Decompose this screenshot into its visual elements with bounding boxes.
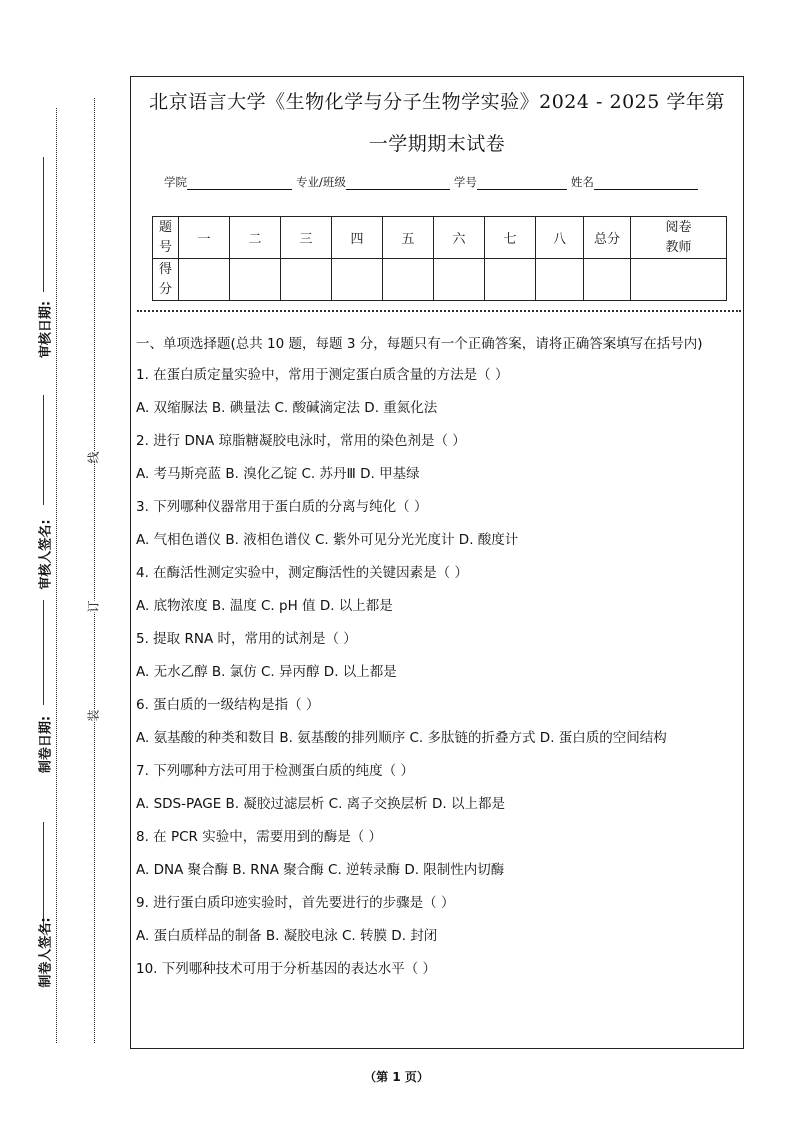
options-3: A. 气相色谱仪 B. 液相色谱仪 C. 紫外可见分光光度计 D. 酸度计: [136, 532, 519, 548]
options-7: A. SDS-PAGE B. 凝胶过滤层析 C. 离子交换层析 D. 以上都是: [136, 796, 505, 812]
score-table: [152, 216, 727, 301]
question-2: 2. 进行 DNA 琼脂糖凝胶电泳时，常用的染色剂是（ ）: [136, 433, 466, 449]
header-cell-2: 二: [230, 217, 281, 259]
options-8: A. DNA 聚合酶 B. RNA 聚合酶 C. 逆转录酶 D. 限制性内切酶: [136, 862, 505, 878]
score-row-label: 得 分: [153, 259, 179, 301]
maker-sign-label: 制卷人签名:: [38, 917, 54, 988]
header-cell-6: 六: [434, 217, 485, 259]
header-cell-label: 题 号: [153, 217, 179, 259]
score-cell-7[interactable]: [485, 259, 536, 301]
bind-char-ding: 订: [86, 600, 101, 613]
header-cell-5: 五: [383, 217, 434, 259]
separator-dotted-line: [137, 310, 741, 312]
page-number: （第 1 页）: [364, 1070, 429, 1084]
college-field[interactable]: [187, 176, 292, 190]
question-3: 3. 下列哪种仪器常用于蛋白质的分离与纯化（ ）: [136, 499, 428, 515]
header-cell-8: 八: [536, 217, 584, 259]
header-cell-total: 总分: [584, 217, 631, 259]
question-1: 1. 在蛋白质定量实验中，常用于测定蛋白质含量的方法是（ ）: [136, 367, 509, 383]
exam-title-line2: 一学期期末试卷: [368, 133, 506, 155]
student-info-row: [164, 174, 702, 190]
reviewer-sign-line: [43, 395, 44, 505]
question-6: 6. 蛋白质的一级结构是指（ ）: [136, 697, 320, 713]
major-label: 专业/班级: [296, 175, 346, 189]
bind-dotted-line: [94, 98, 95, 1043]
exam-title-line1: 北京语言大学《生物化学与分子生物学实验》2024 - 2025 学年第: [149, 91, 725, 113]
header-cell-1: 一: [179, 217, 230, 259]
options-5: A. 无水乙醇 B. 氯仿 C. 异丙醇 D. 以上都是: [136, 664, 397, 680]
question-8: 8. 在 PCR 实验中，需要用到的酶是（ ）: [136, 829, 382, 845]
options-9: A. 蛋白质样品的制备 B. 凝胶电泳 C. 转膜 D. 封闭: [136, 928, 438, 944]
score-table-header-row: [153, 217, 727, 259]
score-cell-1[interactable]: [179, 259, 230, 301]
student-id-label: 学号: [453, 175, 477, 189]
major-field[interactable]: [346, 176, 450, 190]
score-cell-4[interactable]: [332, 259, 383, 301]
options-1: A. 双缩脲法 B. 碘量法 C. 酸碱滴定法 D. 重氮化法: [136, 400, 438, 416]
header-cell-3: 三: [281, 217, 332, 259]
name-field[interactable]: [594, 176, 698, 190]
options-2: A. 考马斯亮蓝 B. 溴化乙锭 C. 苏丹Ⅲ D. 甲基绿: [136, 466, 420, 482]
student-id-field[interactable]: [477, 176, 567, 190]
exam-frame: [130, 76, 744, 1049]
header-cell-7: 七: [485, 217, 536, 259]
score-cell-total[interactable]: [584, 259, 631, 301]
review-date-label: 审核日期:: [38, 300, 54, 359]
make-date-label: 制卷日期:: [38, 715, 54, 774]
binding-margin: [0, 0, 130, 1122]
review-date-line: [43, 157, 44, 292]
header-cell-4: 四: [332, 217, 383, 259]
options-4: A. 底物浓度 B. 温度 C. pH 值 D. 以上都是: [136, 598, 393, 614]
question-4: 4. 在酶活性测定实验中，测定酶活性的关键因素是（ ）: [136, 565, 468, 581]
score-cell-8[interactable]: [536, 259, 584, 301]
make-date-line: [43, 600, 44, 705]
bind-char-zhuang: 装: [86, 709, 101, 722]
name-label: 姓名: [570, 175, 594, 189]
header-cell-grader: 阅卷 教师: [631, 217, 727, 259]
reviewer-sign-label: 审核人签名:: [38, 519, 54, 590]
score-cell-grader[interactable]: [631, 259, 727, 301]
section-heading: 一、单项选择题(总共 10 题，每题 3 分，每题只有一个正确答案，请将正确答案填写在括号内): [136, 336, 703, 352]
score-cell-2[interactable]: [230, 259, 281, 301]
score-cell-5[interactable]: [383, 259, 434, 301]
bind-char-xian: 线: [86, 451, 101, 464]
score-table-score-row: [153, 259, 727, 301]
score-cell-6[interactable]: [434, 259, 485, 301]
question-7: 7. 下列哪种方法可用于检测蛋白质的纯度（ ）: [136, 763, 414, 779]
questions-area: [136, 334, 741, 992]
options-6: A. 氨基酸的种类和数目 B. 氨基酸的排列顺序 C. 多肽链的折叠方式 D. 蛋白质的空间结构: [136, 730, 667, 746]
left-dotted-line: [56, 108, 57, 1043]
question-5: 5. 提取 RNA 时，常用的试剂是（ ）: [136, 631, 357, 647]
question-10: 10. 下列哪种技术可用于分析基因的表达水平（ ）: [136, 961, 437, 977]
score-cell-3[interactable]: [281, 259, 332, 301]
college-label: 学院: [164, 175, 187, 189]
question-9: 9. 进行蛋白质印迹实验时，首先要进行的步骤是（ ）: [136, 895, 455, 911]
